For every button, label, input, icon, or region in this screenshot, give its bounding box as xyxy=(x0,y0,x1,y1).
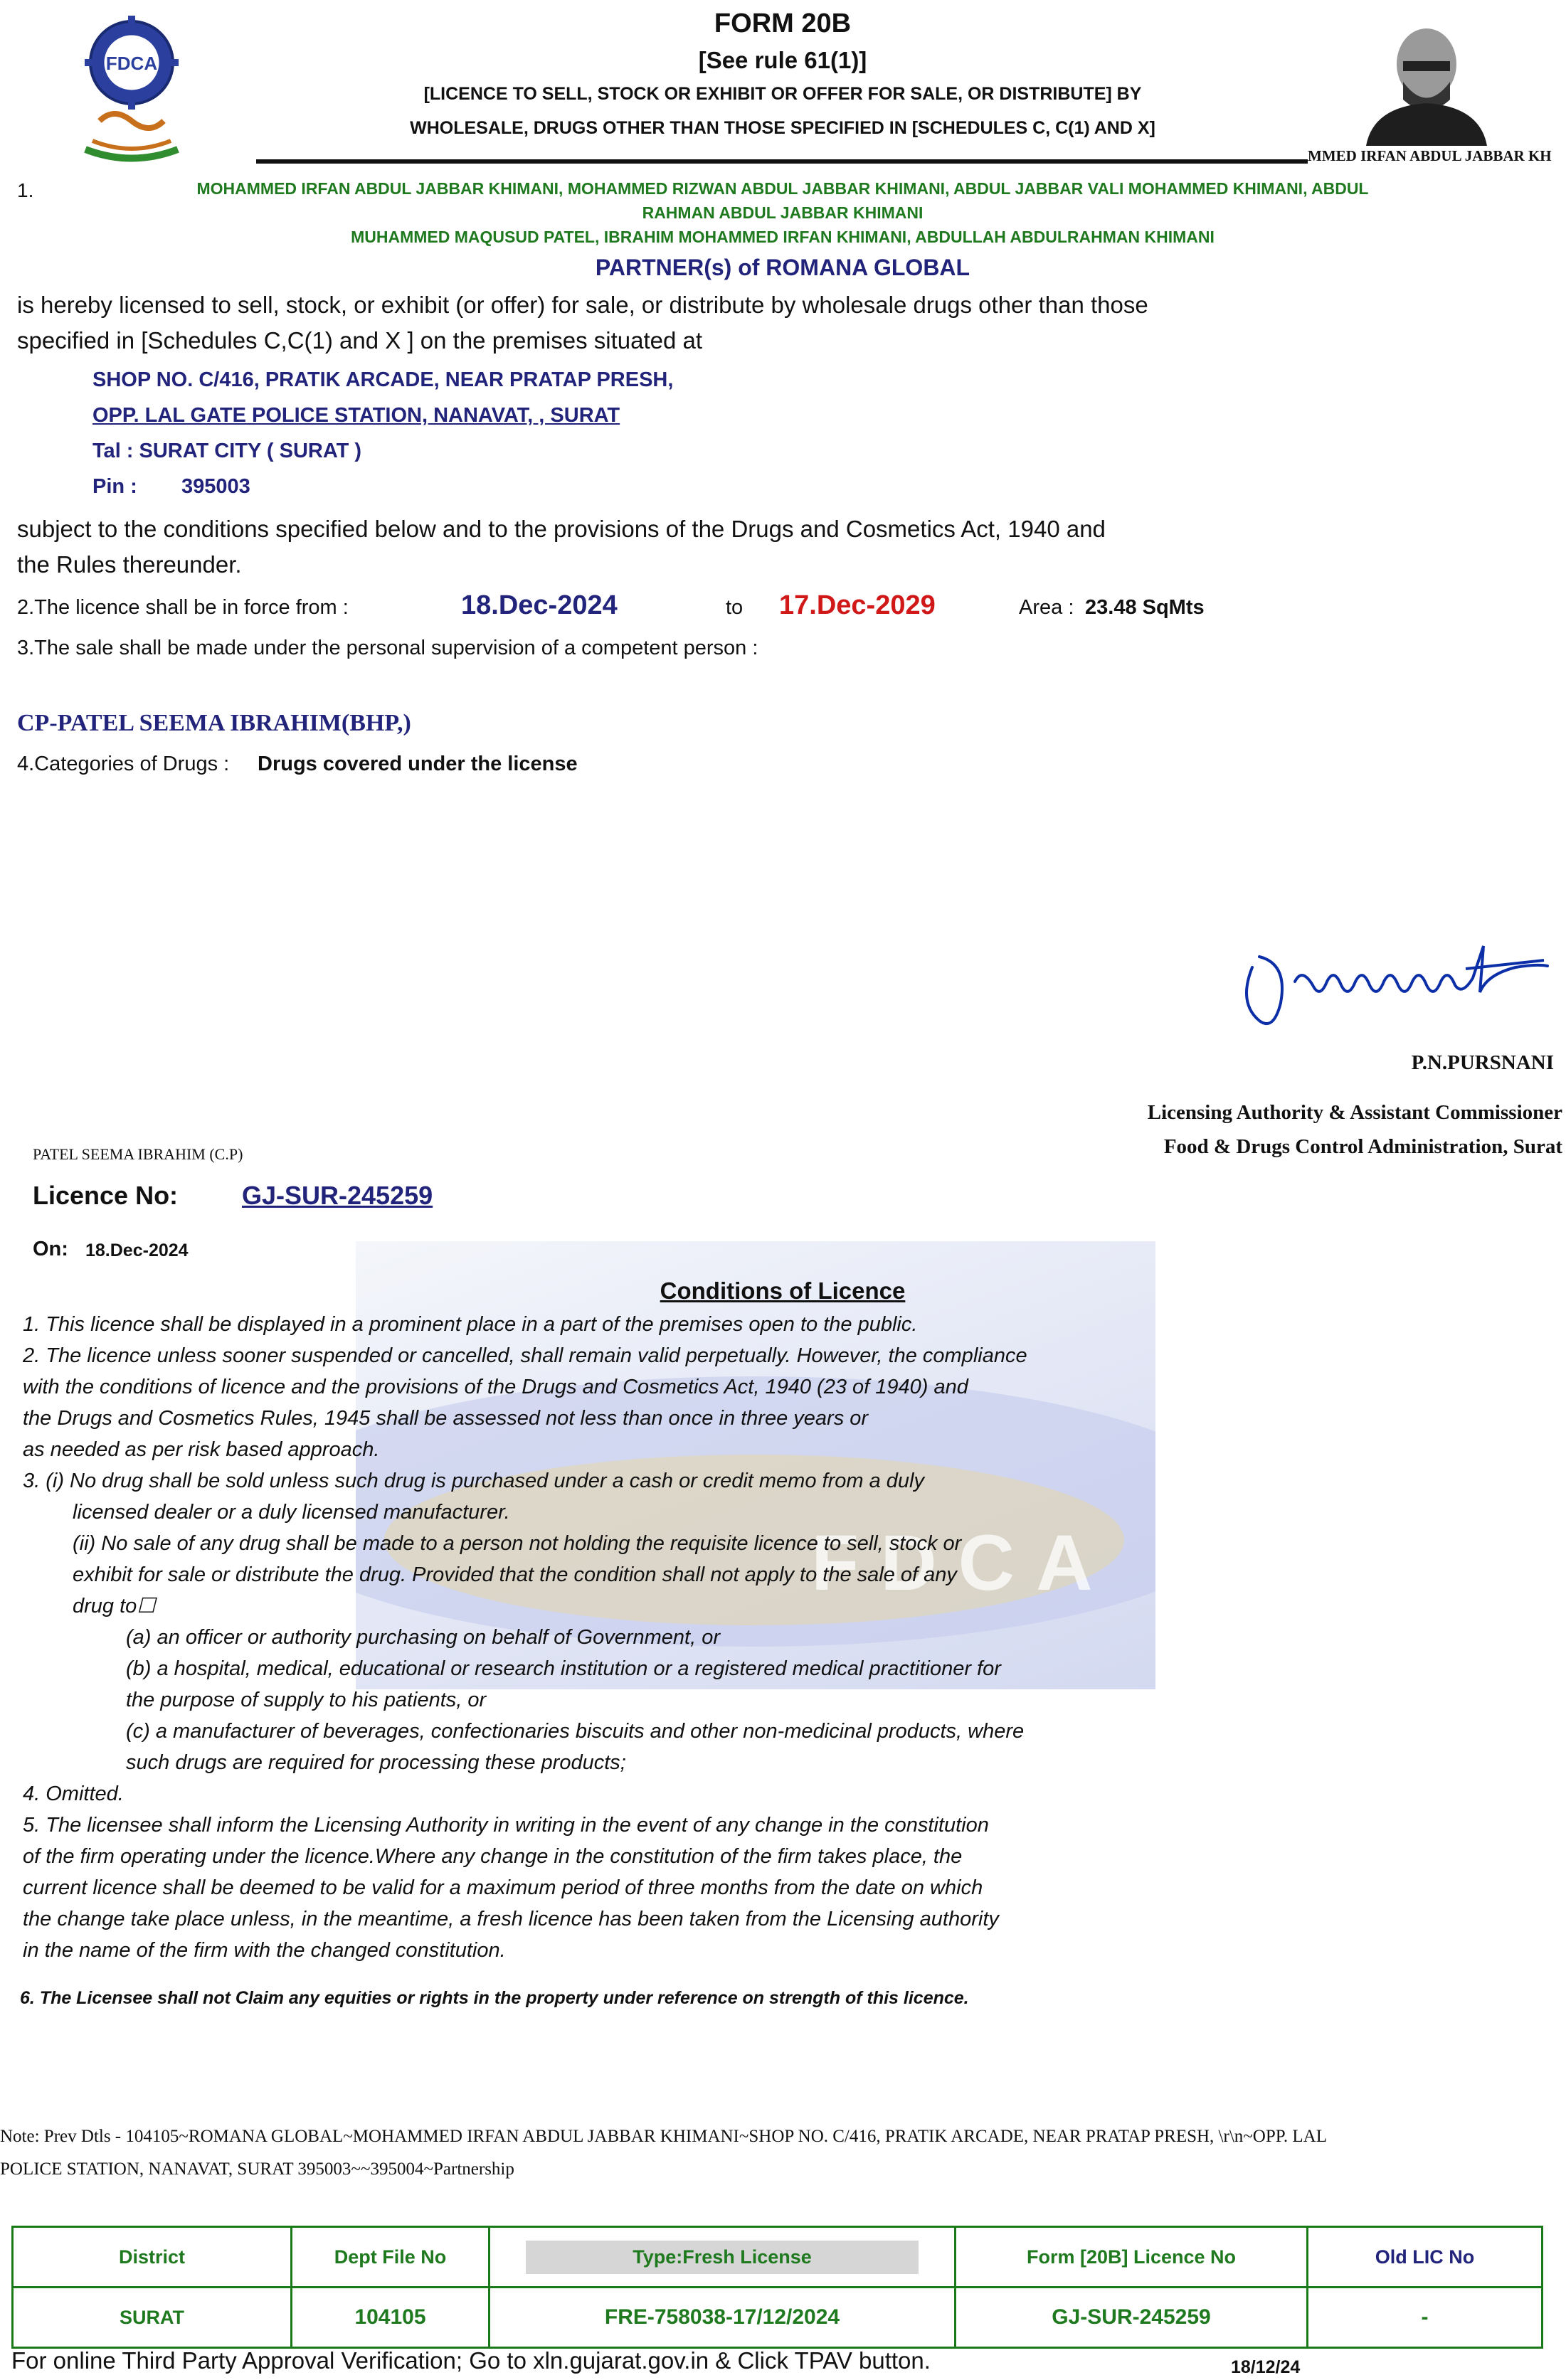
note-line-2: POLICE STATION, NANAVAT, SURAT 395003~~395004~Partnership xyxy=(0,2159,514,2179)
value-dept-file-no: 104105 xyxy=(292,2288,490,2348)
note-line-1: Note: Prev Dtls - 104105~ROMANA GLOBAL~MOHAMMED IRFAN ABDUL JABBAR KHIMANI~SHOP NO. C/416, PRATIK ARCADE, NEAR PRATAP PRESH, \r\n~OPP. LAL xyxy=(0,2127,1327,2146)
value-type: FRE-758038-17/12/2024 xyxy=(490,2288,956,2348)
header-divider xyxy=(256,159,1308,164)
photo-caption: MMED IRFAN ABDUL JABBAR KH xyxy=(1308,147,1552,164)
table-header-row xyxy=(13,2227,1543,2288)
print-date: 18/12/24 xyxy=(1231,2357,1301,2377)
table-row xyxy=(13,2288,1543,2348)
condition-line: licensed dealer or a duly licensed manufacturer. xyxy=(73,1501,510,1524)
categories-label: 4.Categories of Drugs : xyxy=(17,753,230,775)
authority-title: Licensing Authority & Assistant Commissioner xyxy=(1147,1101,1562,1124)
watermark-text: FDCA xyxy=(811,1519,1114,1607)
licence-body-line-2: specified in [Schedules C,C(1) and X ] on the premises situated at xyxy=(17,327,703,354)
form-rule: [See rule 61(1)] xyxy=(698,47,867,73)
condition-line: in the name of the firm with the changed constitution. xyxy=(23,1939,506,1962)
licence-body-line-1: is hereby licensed to sell, stock, or exhibit (or offer) for sale, or distribute by wholesale drugs other than those xyxy=(17,292,1148,318)
area-label: Area : xyxy=(1019,596,1074,619)
value-district: SURAT xyxy=(13,2288,292,2348)
conditions-title: Conditions of Licence xyxy=(660,1277,906,1304)
condition-line: 5. The licensee shall inform the Licensing Authority in writing in the event of any change in the constitution xyxy=(23,1814,989,1837)
address-line-1: SHOP NO. C/416, PRATIK ARCADE, NEAR PRATAP PRESH, xyxy=(92,368,674,391)
logo-text: FDCA xyxy=(105,53,158,74)
section-number: 1. xyxy=(17,179,34,201)
condition-line: (ii) No sale of any drug shall be made to a person not holding the requisite licence to sell, stock or xyxy=(73,1532,962,1555)
form-title: FORM 20B xyxy=(714,9,852,38)
valid-from-date: 18.Dec-2024 xyxy=(461,590,618,620)
header-line-2: WHOLESALE, DRUGS OTHER THAN THOSE SPECIFIED IN [SCHEDULES C, C(1) AND X] xyxy=(410,118,1155,138)
subject-line-1: subject to the conditions specified below and to the provisions of the Drugs and Cosmetics Act, 1940 and xyxy=(17,516,1106,542)
subject-line-2: the Rules thereunder. xyxy=(17,551,242,578)
condition-line: as needed as per risk based approach. xyxy=(23,1438,380,1461)
partner-names-line-2: RAHMAN ABDUL JABBAR KHIMANI xyxy=(642,203,924,222)
conditions-list xyxy=(23,1309,1232,1966)
condition-line: 2. The licence unless sooner suspended or cancelled, shall remain valid perpetually. However, the compliance xyxy=(23,1344,1027,1367)
condition-line: 4. Omitted. xyxy=(23,1783,124,1805)
value-licence-no: GJ-SUR-245259 xyxy=(956,2288,1308,2348)
condition-6: 6. The Licensee shall not Claim any equities or rights in the property under reference on strength of this licence. xyxy=(20,1988,969,2008)
authority-signature xyxy=(1231,925,1558,1046)
authority-name: P.N.PURSNANI xyxy=(1411,1051,1554,1074)
header-district: District xyxy=(13,2227,292,2288)
condition-line: of the firm operating under the licence.Where any change in the constitution of the firm takes place, the xyxy=(23,1845,963,1868)
pin-value: 395003 xyxy=(181,475,250,498)
condition-line: 3. (i) No drug shall be sold unless such drug is purchased under a cash or credit memo from a duly xyxy=(23,1470,924,1492)
condition-line: (b) a hospital, medical, educational or research institution or a registered medical practitioner for xyxy=(126,1657,1001,1680)
authority-office: Food & Drugs Control Administration, Surat xyxy=(1163,1135,1562,1158)
licence-summary-table xyxy=(11,2226,1543,2349)
area-value: 23.48 SqMts xyxy=(1085,596,1205,619)
condition-line: the purpose of supply to his patients, or xyxy=(126,1689,487,1711)
licensee-photo xyxy=(1359,14,1494,146)
condition-line: such drugs are required for processing these products; xyxy=(126,1751,626,1774)
licence-no-value: GJ-SUR-245259 xyxy=(242,1181,433,1210)
condition-line: drug to☐ xyxy=(73,1595,156,1617)
header-old-lic-no: Old LIC No xyxy=(1308,2227,1543,2288)
condition-line: (a) an officer or authority purchasing on behalf of Government, or xyxy=(126,1626,720,1649)
condition-line: exhibit for sale or distribute the drug. Provided that the condition shall not apply to the sale of any xyxy=(73,1563,957,1586)
header-line-1: [LICENCE TO SELL, STOCK OR EXHIBIT OR OFFER FOR SALE, OR DISTRIBUTE] BY xyxy=(423,84,1142,104)
header-type xyxy=(490,2227,956,2288)
header-licence-no: Form [20B] Licence No xyxy=(956,2227,1308,2288)
verification-note: For online Third Party Approval Verification; Go to xln.gujarat.gov.in & Click TPAV button. xyxy=(11,2347,931,2374)
licence-on-label: On: xyxy=(33,1238,68,1260)
pin-label: Pin : xyxy=(92,475,137,498)
partner-firm: PARTNER(s) of ROMANA GLOBAL xyxy=(595,255,970,280)
valid-to-date: 17.Dec-2029 xyxy=(779,590,936,620)
licence-on-value: 18.Dec-2024 xyxy=(85,1241,189,1260)
condition-line: the Drugs and Cosmetics Rules, 1945 shall be assessed not less than once in three years or xyxy=(23,1407,869,1430)
cp-name: PATEL SEEMA IBRAHIM (C.P) xyxy=(33,1145,243,1163)
condition-line: the change take place unless, in the meantime, a fresh licence has been taken from the Licensing authority xyxy=(23,1908,999,1930)
value-old-lic-no: - xyxy=(1308,2288,1543,2348)
condition-line: current licence shall be deemed to be valid for a maximum period of three months from the date on which xyxy=(23,1876,983,1899)
address-line-2: OPP. LAL GATE POLICE STATION, NANAVAT, , SURAT xyxy=(92,404,620,427)
header-dept-file-no: Dept File No xyxy=(292,2227,490,2288)
categories-value: Drugs covered under the license xyxy=(258,753,578,775)
condition-line: (c) a manufacturer of beverages, confectionaries biscuits and other non-medicinal products, where xyxy=(126,1720,1025,1743)
competent-person: CP-PATEL SEEMA IBRAHIM(BHP,) xyxy=(17,710,411,736)
fdca-logo xyxy=(71,14,192,167)
condition-line: 1. This licence shall be displayed in a prominent place in a part of the premises open to the public. xyxy=(23,1313,918,1336)
condition-line: with the conditions of licence and the provisions of the Drugs and Cosmetics Act, 1940 (23 of 1940) and xyxy=(23,1376,968,1398)
validity-label: 2.The licence shall be in force from : xyxy=(17,596,349,619)
validity-to-label: to xyxy=(726,596,744,619)
partner-names-line-3: MUHAMMED MAQUSUD PATEL, IBRAHIM MOHAMMED IRFAN KHIMANI, ABDULLAH ABDULRAHMAN KHIMANI xyxy=(351,228,1215,246)
address-taluka: Tal : SURAT CITY ( SURAT ) xyxy=(92,440,362,462)
supervision-label: 3.The sale shall be made under the personal supervision of a competent person : xyxy=(17,637,758,659)
partner-names-line-1: MOHAMMED IRFAN ABDUL JABBAR KHIMANI, MOHAMMED RIZWAN ABDUL JABBAR KHIMANI, ABDUL JABBAR VALI MOHAMMED KHIMANI, ABDUL xyxy=(196,179,1369,198)
licence-no-label: Licence No: xyxy=(33,1181,179,1210)
type-label: Type:Fresh License xyxy=(526,2241,919,2274)
